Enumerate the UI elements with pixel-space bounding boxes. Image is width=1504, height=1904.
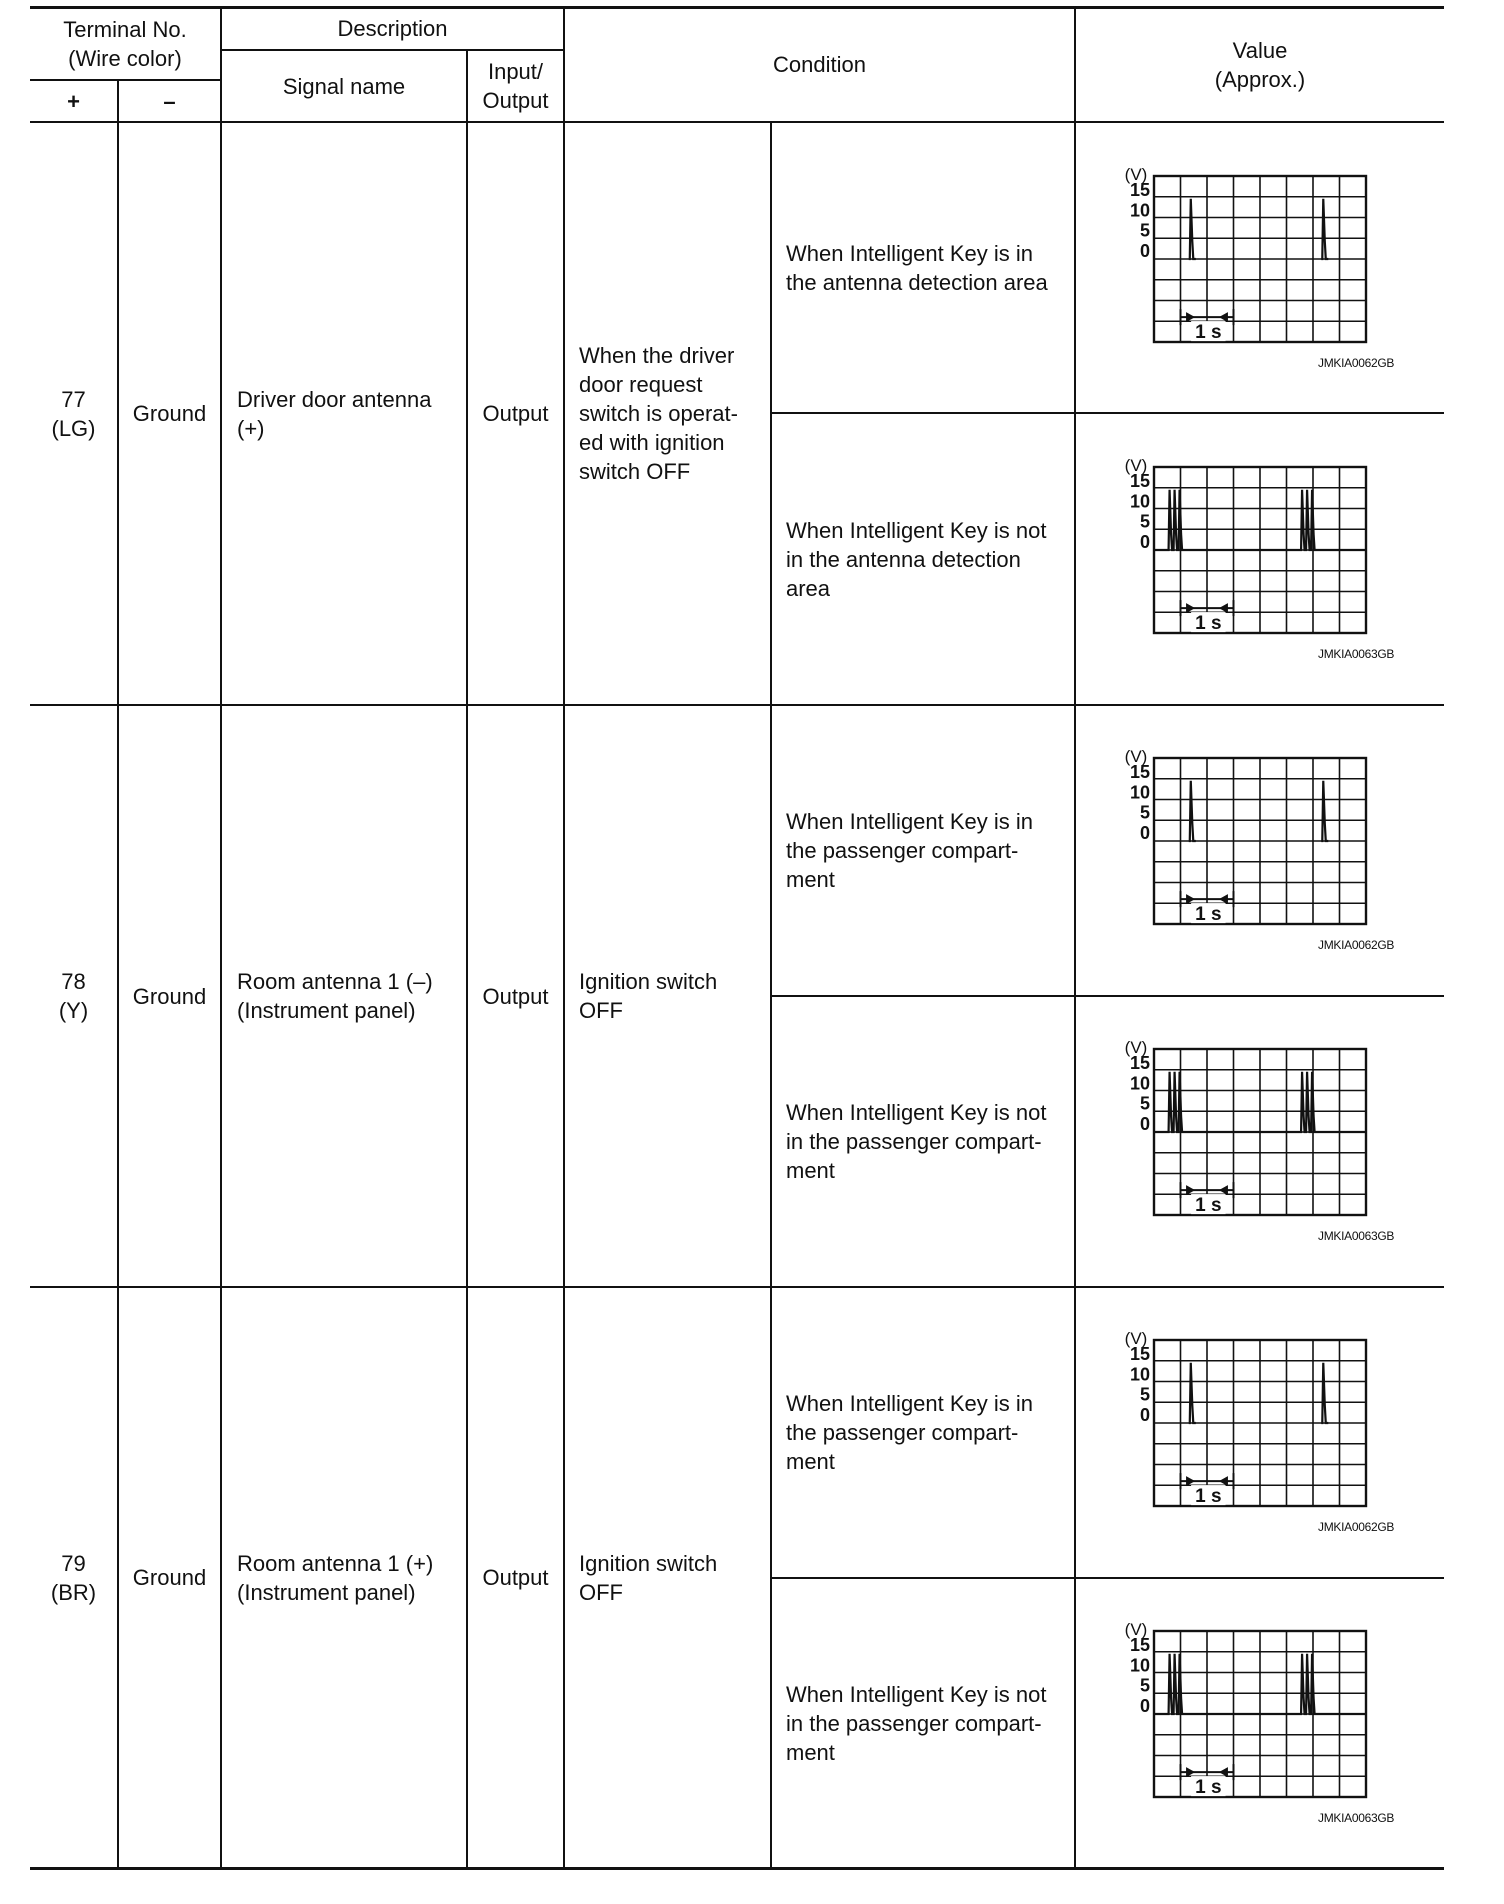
waveform-pulse	[1189, 1363, 1196, 1423]
y-tick-label: 10	[1129, 1364, 1150, 1385]
figure-code: JMKIA0063GB	[1318, 1811, 1395, 1825]
ground-terminal: Ground	[132, 401, 207, 426]
signal-name: Driver door antenna (+)	[237, 386, 432, 441]
y-tick-label: 15	[1129, 1344, 1150, 1364]
y-tick-label: 5	[1139, 220, 1150, 241]
y-tick-label: 0	[1139, 1696, 1150, 1717]
condition-main: Ignition switch OFF	[579, 1550, 718, 1605]
y-tick-label: 15	[1129, 1053, 1150, 1073]
header-terminal-no: Terminal No. (Wire color)	[63, 16, 187, 71]
y-axis-unit: (V)	[1124, 456, 1148, 475]
y-tick-label: 5	[1139, 1675, 1150, 1696]
oscilloscope-waveform	[1106, 742, 1406, 962]
y-tick-label: 0	[1139, 823, 1150, 844]
terminal-number: 77 (LG)	[51, 386, 96, 441]
header-value: Value (Approx.)	[1214, 37, 1306, 92]
condition-sub: When Intelligent Key is not in the antenna detection area	[786, 517, 1047, 601]
column-divider	[220, 6, 222, 1867]
table-bottom-border	[30, 1867, 1444, 1870]
figure-code: JMKIA0062GB	[1318, 356, 1395, 370]
y-tick-label: 10	[1129, 1655, 1150, 1676]
oscilloscope-waveform	[1106, 1033, 1406, 1253]
condition-sub: When Intelligent Key is not in the passenger compart- ment	[786, 1681, 1047, 1765]
y-tick-label: 5	[1139, 802, 1150, 823]
header-condition: Condition	[773, 52, 866, 77]
header-input-output: Input/ Output	[482, 59, 549, 113]
ground-terminal: Ground	[132, 1565, 207, 1590]
condition-sub: When Intelligent Key is in the passenger compart- ment	[786, 809, 1034, 892]
y-tick-label: 0	[1139, 1405, 1150, 1426]
y-tick-label: 10	[1129, 782, 1150, 803]
header-minus: –	[163, 88, 176, 114]
oscilloscope-waveform	[1106, 1324, 1406, 1544]
input-output: Output	[482, 1565, 549, 1590]
figure-code: JMKIA0062GB	[1318, 938, 1395, 952]
time-label: 1 s	[1195, 613, 1222, 635]
ground-terminal: Ground	[132, 983, 207, 1009]
time-label: 1 s	[1195, 1777, 1222, 1799]
column-divider	[563, 6, 565, 1867]
y-tick-label: 0	[1139, 532, 1150, 553]
figure-code: JMKIA0063GB	[1318, 647, 1395, 661]
header-plus: +	[67, 88, 80, 114]
y-tick-label: 15	[1129, 180, 1150, 200]
y-tick-label: 5	[1139, 1093, 1150, 1114]
waveform-pulse	[1189, 199, 1196, 259]
figure-code: JMKIA0063GB	[1318, 1229, 1395, 1243]
waveform-pulse	[1321, 1363, 1328, 1423]
oscilloscope-waveform	[1106, 1615, 1406, 1835]
header-signal-name: Signal name	[282, 73, 406, 99]
time-label: 1 s	[1195, 904, 1222, 926]
condition-sub: When Intelligent Key is in the passenger compart- ment	[786, 1391, 1034, 1474]
condition-main: Ignition switch OFF	[579, 969, 718, 1023]
time-label: 1 s	[1195, 1195, 1222, 1217]
y-tick-label: 15	[1129, 471, 1150, 491]
time-label: 1 s	[1195, 1486, 1222, 1508]
condition-sub: When Intelligent Key is not in the passenger compart- ment	[786, 1100, 1047, 1183]
header-description: Description	[337, 16, 448, 41]
figure-code: JMKIA0062GB	[1318, 1520, 1395, 1534]
signal-name: Room antenna 1 (–) (Instrument panel)	[237, 969, 433, 1023]
y-axis-unit: (V)	[1124, 1329, 1148, 1348]
condition-sub: When Intelligent Key is in the antenna detection area	[786, 240, 1048, 295]
condition-main: When the driver door request switch is operat- ed with ignition switch OFF	[579, 343, 738, 484]
y-tick-label: 0	[1139, 241, 1150, 262]
y-axis-unit: (V)	[1124, 747, 1148, 766]
terminal-number: 78 (Y)	[58, 969, 89, 1023]
y-axis-unit: (V)	[1124, 1620, 1148, 1639]
oscilloscope-waveform	[1106, 451, 1406, 671]
waveform-pulse	[1321, 199, 1328, 259]
y-axis-unit: (V)	[1124, 165, 1148, 184]
y-tick-label: 15	[1129, 762, 1150, 782]
y-tick-label: 5	[1139, 1384, 1150, 1405]
signal-name: Room antenna 1 (+) (Instrument panel)	[237, 1550, 434, 1605]
y-tick-label: 10	[1129, 491, 1150, 512]
oscilloscope-waveform	[1106, 160, 1406, 380]
input-output: Output	[482, 401, 549, 426]
y-tick-label: 15	[1129, 1635, 1150, 1655]
waveform-pulse	[1321, 781, 1328, 841]
column-divider	[770, 121, 772, 1867]
y-tick-label: 5	[1139, 511, 1150, 532]
time-label: 1 s	[1195, 322, 1222, 344]
input-output: Output	[482, 983, 549, 1009]
y-tick-label: 10	[1129, 200, 1150, 221]
y-tick-label: 10	[1129, 1073, 1150, 1094]
waveform-pulse	[1189, 781, 1196, 841]
column-divider	[1074, 6, 1076, 1867]
y-tick-label: 0	[1139, 1114, 1150, 1135]
terminal-number: 79 (BR)	[50, 1550, 97, 1605]
y-axis-unit: (V)	[1124, 1038, 1148, 1057]
